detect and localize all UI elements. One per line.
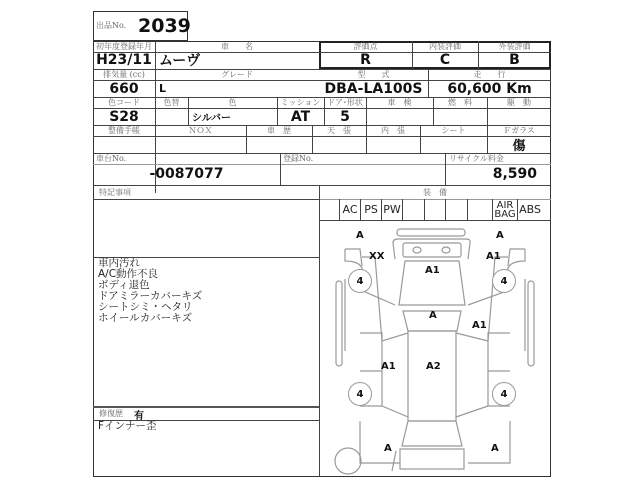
- tire-rear-right: 4: [492, 382, 516, 406]
- repaint-label: 色替: [163, 98, 180, 107]
- damage-mark-left-front-fender: XX: [369, 251, 385, 262]
- history-label: 車 歴: [267, 126, 291, 135]
- model-label: 型 式: [357, 70, 390, 79]
- seat-label: シート: [441, 126, 466, 135]
- repair-history-value: 有: [134, 411, 144, 422]
- equipment-cell-blank: [468, 199, 493, 220]
- equipment-pw: PW: [382, 199, 403, 220]
- car-name-value: ムーヴ: [159, 53, 201, 69]
- note-line: シートシミ・ヘタリ: [98, 301, 193, 313]
- repair-history-label: 修復歴: [99, 409, 123, 418]
- damage-mark-front-right-corner: A: [496, 230, 504, 241]
- tire-front-left: 4: [348, 269, 372, 293]
- damage-mark-left-rear-door: A1: [381, 361, 396, 372]
- damage-mark-right-front-door: A1: [472, 320, 487, 331]
- fuel-label: 燃 料: [448, 98, 472, 107]
- first-registration-value: H23/11: [96, 52, 152, 68]
- note-line: A/C動作不良: [98, 268, 159, 280]
- note-line: ドアミラーカバーキズ: [98, 290, 203, 302]
- inspection-label: 車 検: [387, 98, 412, 107]
- damage-mark-rear-left-corner: A: [384, 443, 392, 454]
- special-notes-list: [98, 258, 313, 324]
- tire-rear-left: 4: [348, 382, 372, 406]
- recycle-fee-label: リサイクル料金: [449, 154, 504, 163]
- doors-value: 5: [340, 108, 350, 125]
- damage-mark-hood: A1: [425, 265, 440, 276]
- equipment-label: 装 備: [423, 187, 447, 197]
- front-glass-value: 傷: [512, 139, 526, 154]
- transmission-label: ミッション: [280, 98, 321, 107]
- equipment-row: [319, 199, 551, 220]
- damage-mark-right-front-fender: A1: [486, 251, 501, 262]
- note-line: 車内汚れ: [98, 257, 140, 269]
- exterior-score-value: B: [509, 52, 520, 68]
- roof-lining-label: 天 張: [327, 126, 351, 135]
- exterior-label: 外装評価: [498, 42, 531, 51]
- maintenance-label: 整備手帳: [108, 126, 140, 135]
- lot-number-label: 出品No.: [96, 21, 127, 30]
- model-code-value: DBA-LA100S: [324, 80, 423, 97]
- equipment-abs: ABS: [519, 203, 541, 216]
- lot-number: 2039: [138, 15, 191, 37]
- equipment-airbag: AIR BAG: [493, 199, 518, 220]
- color-code-value: S28: [109, 108, 139, 125]
- displacement-value: 660: [109, 80, 139, 97]
- score-label: 評価点: [353, 42, 378, 51]
- damage-mark-roof: A2: [426, 361, 441, 372]
- equipment-cell-blank: [425, 199, 446, 220]
- recycle-fee-value: 8,590: [492, 166, 537, 182]
- equipment-cell-blank: [319, 199, 340, 220]
- grade-label: グレード: [221, 70, 253, 79]
- interior-lining-label: 内 張: [381, 126, 405, 135]
- equipment-ac: AC: [340, 199, 361, 220]
- special-notes-label: 特記事項: [99, 187, 131, 197]
- displacement-label: 排気量 (cc): [103, 70, 145, 79]
- damage-mark-front-left-corner: A: [356, 230, 364, 241]
- damage-mark-rear-right-corner: A: [491, 443, 499, 454]
- car-diagram-icon: [320, 221, 550, 476]
- drive-label: 駆 動: [507, 98, 531, 107]
- repair-detail: Fインナー歪: [98, 420, 157, 432]
- note-line: ボディ退色: [98, 279, 150, 291]
- chassis-number-label: 車台No.: [96, 154, 127, 163]
- equipment-cell-blank: [446, 199, 468, 220]
- overall-score-value: R: [360, 52, 371, 68]
- equipment-cell-blank: [403, 199, 425, 220]
- mileage-label: 走 行: [473, 70, 506, 79]
- nox-label: ＮＯＸ: [188, 126, 213, 135]
- color-value: シルバー: [192, 113, 232, 124]
- color-label: 色: [228, 98, 237, 107]
- lot-number-box: [93, 11, 191, 41]
- mileage-value: 60,600 Km: [447, 80, 532, 97]
- doors-label: ドア･形状: [327, 98, 363, 107]
- transmission-value: AT: [290, 108, 311, 125]
- damage-mark-windshield: A: [429, 310, 437, 321]
- interior-score-value: C: [439, 52, 451, 68]
- color-code-label: 色コード: [108, 98, 140, 107]
- chassis-number-value: -0087077: [149, 166, 224, 182]
- front-glass-label: Ｆガラス: [503, 126, 535, 135]
- grade-value: L: [159, 82, 167, 95]
- equipment-ps: PS: [361, 199, 382, 220]
- note-line: ホイールカバーキズ: [98, 312, 193, 324]
- year-label: 初年度登録年月: [96, 42, 152, 51]
- car-name-label: 車 名: [221, 42, 253, 51]
- tire-front-right: 4: [492, 269, 516, 293]
- interior-label: 内装評価: [429, 42, 461, 51]
- registration-number-label: 登録No.: [283, 154, 314, 163]
